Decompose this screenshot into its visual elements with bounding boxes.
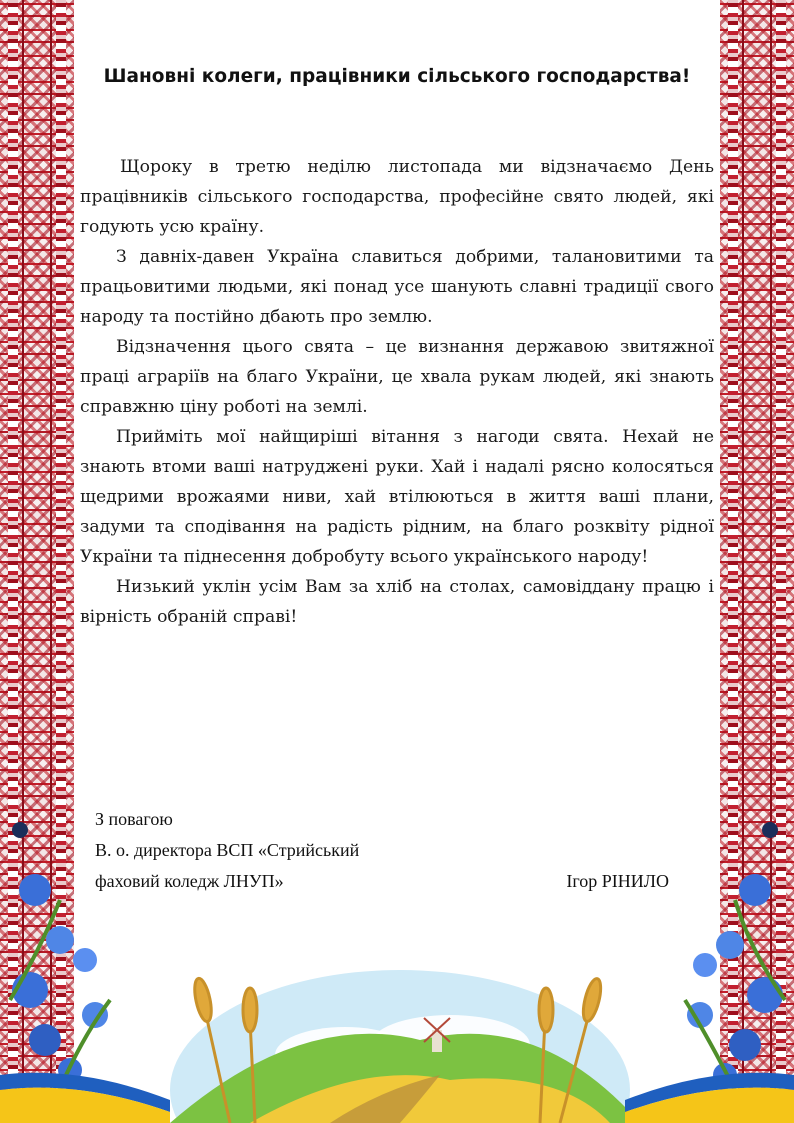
- page-title: Шановні колеги, працівники сільського господарства!: [103, 66, 691, 87]
- wheat-icon: [192, 977, 605, 1123]
- paragraph-4: Прийміть мої найщиріші вітання з нагоди свята. Нехай не знають втоми ваші натруджені руки. Хай і надалі рясно колосяться щедрими врожаями ниви, хай втілюються в життя ваші плани, задуми та сподівання на радість рідним, на благо розквіту рідної України та піднесення добробуту всього українського народу!: [80, 427, 714, 567]
- signature-block: [95, 804, 695, 897]
- right-embroidery-border: [720, 0, 794, 1123]
- signature-position: В. о. директора ВСП «Стрийський: [95, 840, 360, 860]
- paragraph-2: З давніх-давен Україна славиться добрими, талановитими та працьовитими людьми, які понад усе шанують славні традиції свого народу та постійно дбають про землю.: [80, 247, 714, 327]
- signer-name: Ігор РІНИЛО: [566, 871, 669, 891]
- left-embroidery-border: [0, 0, 74, 1123]
- sky-icon: [170, 970, 630, 1123]
- letter-body: [80, 152, 714, 632]
- paragraph-1: Щороку в третю неділю листопада ми відзначаємо День працівників сільського господарства, професійне свято людей, які годують усю країну.: [80, 157, 714, 237]
- hill-icon: [170, 1034, 640, 1123]
- signature-closing: З повагою: [95, 809, 173, 829]
- windmill-icon: [424, 1018, 450, 1052]
- paragraph-5: Низький уклін усім Вам за хліб на столах, самовіддану працю і вірність обраній справі!: [80, 577, 714, 627]
- wheat-field-icon: [250, 1075, 610, 1123]
- signature-organization-text: фаховий коледж ЛНУП»: [95, 871, 284, 891]
- paragraph-3: Відзначення цього свята – це визнання державою звитяжної праці аграріїв на благо України, це хвала рукам людей, які знають справжню ціну роботі на землі.: [80, 337, 714, 417]
- signature-organization: [95, 866, 695, 897]
